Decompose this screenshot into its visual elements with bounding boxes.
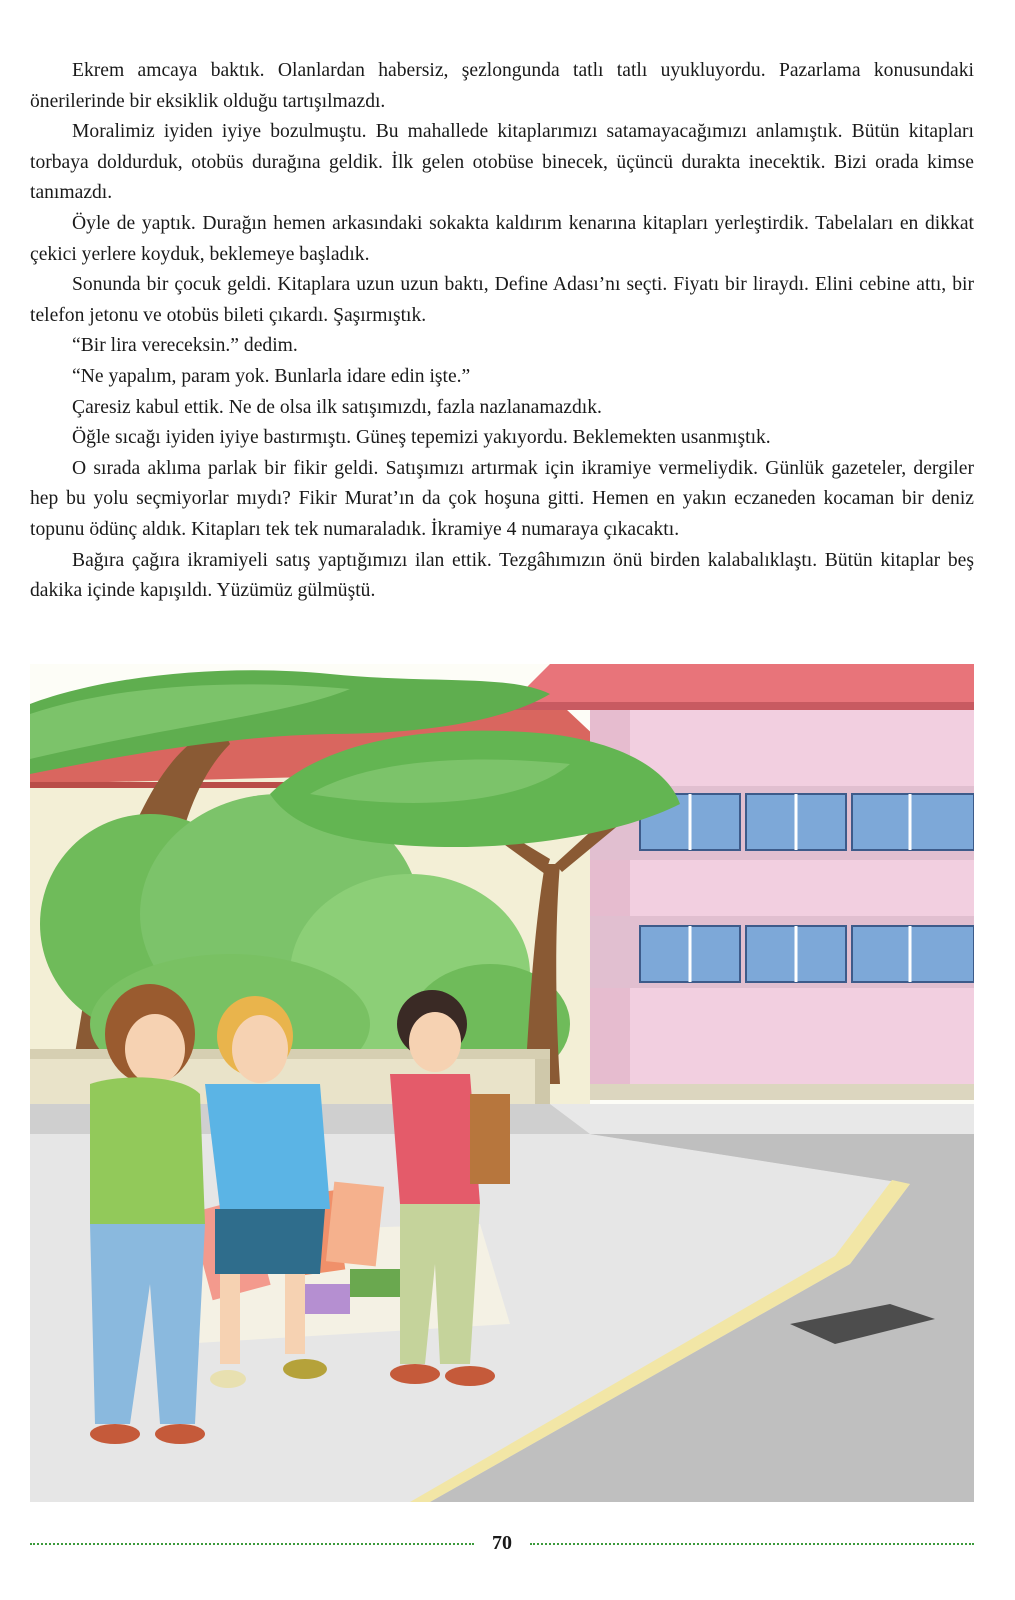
paragraph: “Ne yapalım, param yok. Bunlarla idare edin işte.” xyxy=(72,365,471,387)
paragraph: Moralimiz iyiden iyiye bozulmuştu. Bu mahallede kitaplarımızı satamayacağımızı anlamıştık. Bütün kitapları torbaya doldurduk, otobüs durağına geldik. İlk gelen otobüse binecek, üçüncü durakta inecektik. Bizi orada kimse tanımazdı. xyxy=(30,121,974,204)
story-illustration xyxy=(30,664,974,1502)
page-number: 70 xyxy=(492,1532,512,1554)
footer-rule-left xyxy=(30,1543,474,1545)
story-text xyxy=(30,56,974,607)
paragraph: Çaresiz kabul ettik. Ne de olsa ilk satışımızdı, fazla nazlanamazdık. xyxy=(72,396,602,418)
paragraph: O sırada aklıma parlak bir fikir geldi. Satışımızı artırmak için ikramiye vermeliydik. Günlük gazeteler, dergiler hep bu yolu seçmiyorlar mıydı? Fikir Murat’ın da çok hoşuna gitti. Hemen en yakın eczaneden kocaman bir deniz topunu ödünç aldık. Kitapları tek tek numaraladık. İkramiye 4 numaraya çıkacaktı. xyxy=(30,457,974,540)
paragraph: Sonunda bir çocuk geldi. Kitaplara uzun uzun baktı, Define Adası’nı seçti. Fiyatı bir liraydı. Elini cebine attı, bir telefon jetonu ve otobüs bileti çıkardı. Şaşırmıştık. xyxy=(30,274,974,326)
paragraph: Öğle sıcağı iyiden iyiye bastırmıştı. Güneş tepemizi yakıyordu. Beklemekten usanmıştık. xyxy=(72,427,771,449)
footer-rule-right xyxy=(530,1543,974,1545)
page-footer xyxy=(30,1528,974,1558)
paragraph: “Bir lira vereceksin.” dedim. xyxy=(72,335,298,357)
paragraph: Ekrem amcaya baktık. Olanlardan habersiz, şezlongunda tatlı tatlı uyukluyordu. Pazarlama konusundaki önerilerinde bir eksiklik olduğu tartışılmazdı. xyxy=(30,60,974,112)
paragraph: Bağıra çağıra ikramiyeli satış yaptığımızı ilan ettik. Tezgâhımızın önü birden kalabalıklaştı. Bütün kitaplar beş dakika içinde kapışıldı. Yüzümüz gülmüştü. xyxy=(30,549,974,602)
paragraph: Öyle de yaptık. Durağın hemen arkasındaki sokakta kaldırım kenarına kitapları yerleştirdik. Tabelaları en dikkat çekici yerlere koyduk, beklemeye başladık. xyxy=(30,212,974,265)
